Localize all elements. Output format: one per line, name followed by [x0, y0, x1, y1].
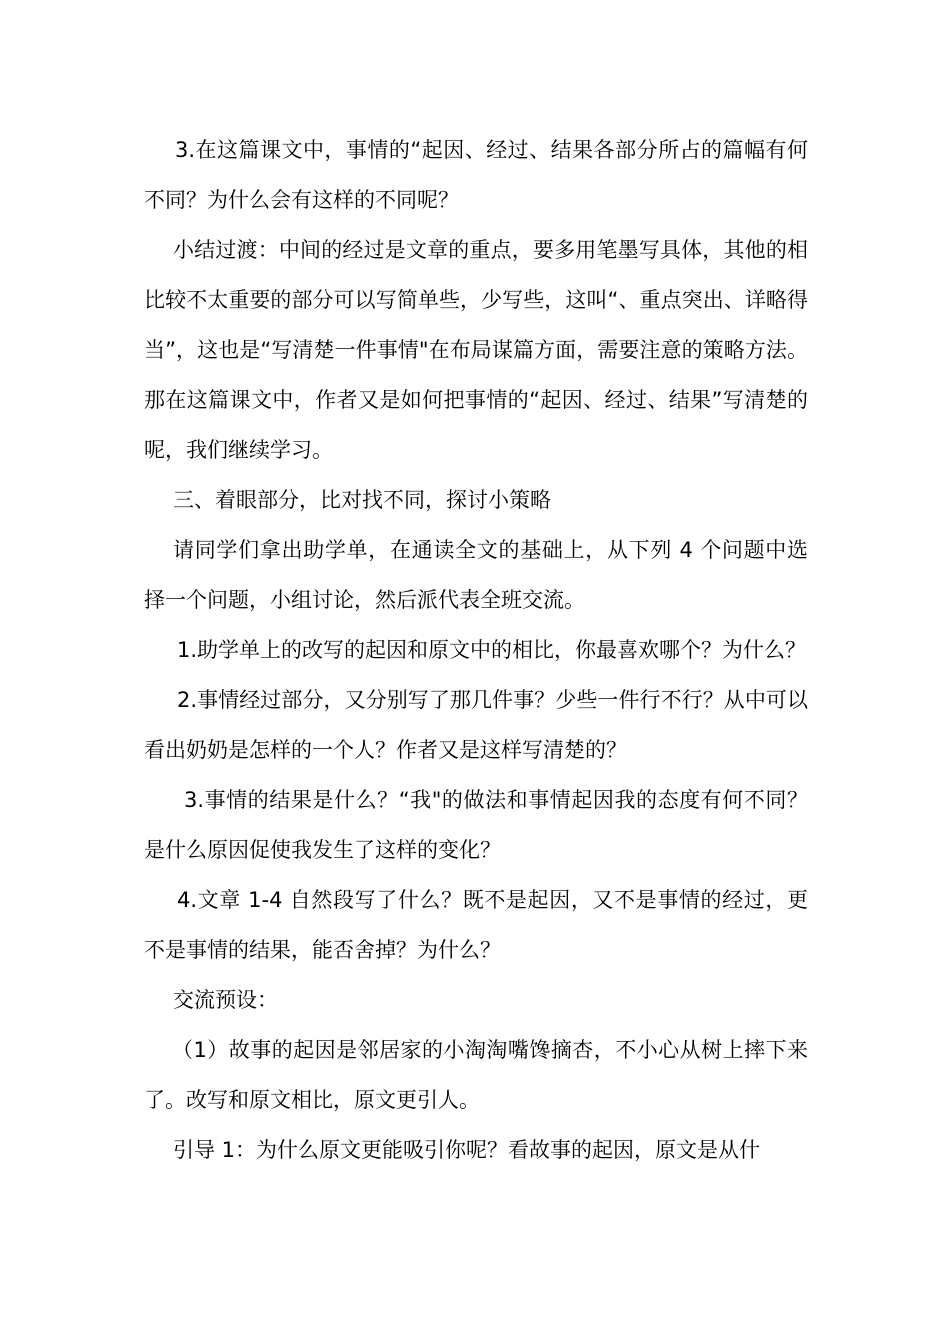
question-1: 1.助学单上的改写的起因和原文中的相比，你最喜欢哪个？为什么？ — [177, 638, 807, 662]
paragraph-summary-transition: 小结过渡：中间的经过是文章的重点，要多用笔墨写具体，其他的相比较不太重要的部分可以写简单些，少写些，这叫“、重点突出、详略得当”，这也是“写清楚一件事情"在布局谋篇方面，需要注意的策略方法。那在这篇课文中，作者又是如何把事情的“起因、经过、结果”写清楚的呢，我们继续学习。 — [144, 238, 808, 462]
document-body — [144, 125, 808, 1175]
question-4: 4.文章 1-4 自然段写了什么？既不是起因，又不是事情的经过，更不是事情的结果，能否舍掉？为什么？ — [144, 888, 808, 962]
section-heading-three: 三、着眼部分，比对找不同，探讨小策略 — [173, 488, 551, 512]
preset-answer-1: （1）故事的起因是邻居家的小淘淘嘴馋摘杏，不小心从树上摔下来了。改写和原文相比，原文更引人。 — [144, 1038, 808, 1112]
guidance-1: 引导 1：为什么原文更能吸引你呢？看故事的起因，原文是从什 — [173, 1138, 761, 1162]
question-3: 3.事情的结果是什么？“我"的做法和事情起因我的态度有何不同？是什么原因促使我发生了这样的变化？ — [144, 788, 808, 862]
paragraph-question-3-length: 3.在这篇课文中，事情的“起因、经过、结果各部分所占的篇幅有何不同？为什么会有这样的不同呢？ — [144, 138, 808, 212]
discussion-preset-label: 交流预设： — [173, 988, 278, 1012]
paragraph-instructions: 请同学们拿出助学单，在通读全文的基础上，从下列 4 个问题中选择一个问题，小组讨论，然后派代表全班交流。 — [144, 538, 808, 612]
question-2: 2.事情经过部分，又分别写了那几件事？少些一件行不行？从中可以看出奶奶是怎样的一个人？作者又是这样写清楚的？ — [144, 688, 808, 762]
